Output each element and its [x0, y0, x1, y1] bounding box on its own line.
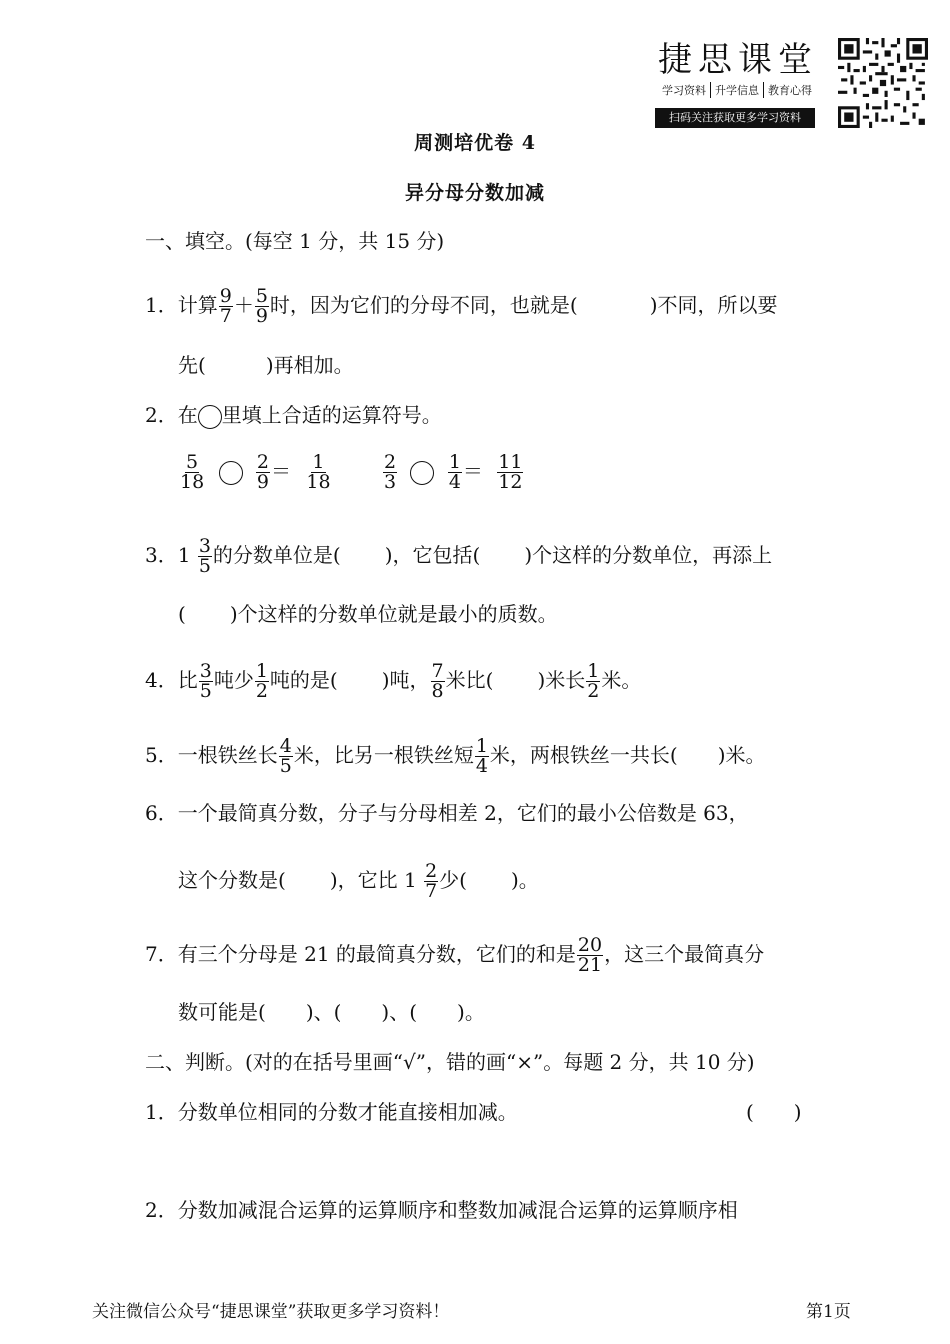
question-number: 6．	[145, 801, 178, 825]
fraction-denominator: 5	[199, 680, 212, 702]
brand-banner: 扫码关注获取更多学习资料	[655, 108, 815, 128]
page-subtitle: 异分母分数加减	[404, 182, 545, 204]
fraction-numerator: 1	[448, 451, 461, 473]
footer-note: 关注微信公众号“捷思课堂”获取更多学习资料！	[92, 1302, 450, 1322]
question-text: 有三个分母是 21 的最简真分数，它们的和是	[177, 942, 576, 966]
fraction	[256, 453, 270, 492]
judge-question-1	[145, 1100, 518, 1124]
operator: ＝	[271, 459, 291, 483]
question-text: )个这样的分数单位，再添上	[524, 543, 773, 567]
fraction-denominator: 8	[431, 680, 444, 702]
brand-logo: 捷思课堂	[658, 40, 818, 80]
circle-blank[interactable]	[198, 405, 222, 429]
fraction-denominator: 9	[255, 305, 268, 327]
question-text: 在	[177, 403, 198, 427]
fraction-denominator: 9	[256, 471, 269, 493]
fraction-numerator: 11	[498, 451, 523, 473]
section1-heading: 一、填空。(每空 1 分，共 15 分)	[145, 229, 445, 253]
question-2-line1	[145, 403, 442, 429]
question-2-equation-2	[382, 453, 524, 492]
qr-code-icon	[838, 38, 928, 128]
fraction-numerator: 4	[279, 735, 292, 757]
fraction	[255, 662, 269, 701]
question-number: 3．	[145, 543, 178, 567]
fraction-numerator: 1	[587, 660, 600, 682]
question-text: )、(	[381, 1000, 418, 1024]
fraction-denominator: 18	[306, 471, 331, 493]
fraction-denominator: 7	[219, 305, 232, 327]
question-text: ，这三个最简真分	[604, 942, 765, 966]
question-7-line1	[145, 936, 764, 975]
fraction-numerator: 3	[198, 535, 211, 557]
fraction-denominator: 4	[475, 755, 488, 777]
fraction	[448, 453, 462, 492]
answer-parentheses[interactable]: ( )	[746, 1100, 802, 1124]
question-text: )吨，	[381, 668, 430, 692]
fraction-denominator: 2	[255, 680, 268, 702]
question-text: 米，比另一根铁丝短	[293, 743, 474, 767]
question-1-line2	[178, 353, 354, 377]
fraction	[198, 537, 212, 576]
question-6-line1	[145, 801, 749, 825]
operator: ＝	[462, 459, 483, 483]
question-text: 分数单位相同的分数才能直接相加减。	[177, 1100, 518, 1124]
fraction	[199, 662, 213, 701]
fraction-denominator: 4	[448, 471, 461, 493]
fraction-denominator: 5	[198, 555, 211, 577]
fraction	[475, 737, 489, 776]
question-text: )不同，所以要	[649, 293, 778, 317]
question-text: )米长	[537, 668, 586, 692]
fraction-numerator: 7	[431, 660, 444, 682]
question-text: 吨的是(	[269, 668, 338, 692]
question-6-line2	[178, 862, 539, 901]
question-7-line2	[178, 1000, 485, 1024]
fraction	[424, 862, 438, 901]
question-3-line2	[178, 602, 558, 626]
question-4	[145, 662, 641, 701]
question-text: 一根铁丝长	[177, 743, 278, 767]
fraction-numerator: 9	[219, 285, 232, 307]
question-text: 数可能是(	[178, 1000, 266, 1024]
fraction-numerator: 2	[425, 860, 438, 882]
mixed-number-whole: 1	[177, 543, 191, 567]
circle-blank[interactable]	[219, 461, 243, 485]
judge-question-2	[145, 1198, 738, 1222]
fraction-denominator: 7	[425, 880, 438, 902]
question-number: 2．	[145, 403, 178, 427]
fraction	[279, 737, 293, 776]
question-text: )。	[510, 868, 539, 892]
fraction-numerator: 2	[384, 451, 397, 473]
fraction-numerator: 2	[256, 451, 269, 473]
question-text: 的分数单位是(	[212, 543, 341, 567]
question-text: 时，因为它们的分母不同，也就是(	[269, 293, 578, 317]
brand-tab: 升学信息	[711, 82, 764, 98]
question-text: 分数加减混合运算的运算顺序和整数加减混合运算的运算顺序相	[177, 1198, 738, 1222]
fraction-numerator: 1	[255, 660, 268, 682]
fraction-denominator: 12	[498, 471, 523, 493]
question-text: 一个最简真分数，分子与分母相差 2，它们的最小公倍数是 63，	[177, 801, 749, 825]
question-text: )，它比 1	[329, 868, 417, 892]
question-text: 里填上合适的运算符号。	[221, 403, 442, 427]
page-number: 第1页	[806, 1302, 851, 1322]
fraction	[431, 662, 445, 701]
question-number: 4．	[145, 668, 178, 692]
fraction	[219, 287, 233, 326]
fraction-denominator: 21	[577, 954, 603, 976]
question-text: 先(	[178, 353, 206, 377]
question-text: )个这样的分数单位就是最小的质数。	[229, 602, 558, 626]
question-text: (	[178, 602, 186, 626]
question-text: 米。	[601, 668, 642, 692]
question-number: 2．	[145, 1198, 178, 1222]
fraction	[383, 453, 397, 492]
question-text: 这个分数是(	[178, 868, 286, 892]
section2-heading: 二、判断。(对的在括号里画“√”，错的画“×”。每题 2 分，共 10 分)	[145, 1050, 755, 1074]
question-text: )。	[457, 1000, 485, 1024]
fraction-denominator: 3	[384, 471, 397, 493]
fraction-numerator: 1	[312, 451, 325, 473]
question-text: 少(	[439, 868, 467, 892]
fraction-numerator: 3	[199, 660, 212, 682]
fraction-denominator: 5	[279, 755, 292, 777]
question-text: 吨少	[213, 668, 254, 692]
fraction-numerator: 20	[577, 934, 603, 956]
fraction	[586, 662, 600, 701]
question-1-line1	[145, 287, 778, 326]
question-text: )，它包括(	[384, 543, 481, 567]
question-number: 1．	[145, 1100, 178, 1124]
page-title: 周测培优卷 4	[414, 132, 536, 154]
question-text: 米，两根铁丝一共长(	[489, 743, 678, 767]
question-number: 7．	[145, 942, 178, 966]
question-text: )、(	[305, 1000, 342, 1024]
question-number: 5．	[145, 743, 178, 767]
fraction-numerator: 5	[255, 285, 268, 307]
fraction	[497, 453, 523, 492]
question-text: 比	[177, 668, 198, 692]
question-3-line1	[145, 537, 772, 576]
fraction	[179, 453, 205, 492]
fraction-denominator: 18	[180, 471, 205, 493]
fraction-numerator: 5	[186, 451, 199, 473]
fraction	[577, 936, 603, 975]
question-5	[145, 737, 766, 776]
question-text: 计算	[177, 293, 218, 317]
question-number: 1．	[145, 293, 178, 317]
question-text: )再相加。	[265, 353, 354, 377]
circle-blank[interactable]	[410, 461, 434, 485]
brand-tabs	[658, 82, 816, 98]
fraction-numerator: 1	[475, 735, 488, 757]
brand-tab: 学习资料	[658, 82, 711, 98]
operator: ＋	[233, 293, 254, 317]
fraction	[255, 287, 269, 326]
brand-tab: 教育心得	[768, 84, 812, 97]
question-2-equation-1	[178, 453, 333, 492]
fraction	[305, 453, 331, 492]
fraction-denominator: 2	[587, 680, 600, 702]
question-text: )米。	[717, 743, 766, 767]
question-text: 米比(	[445, 668, 494, 692]
